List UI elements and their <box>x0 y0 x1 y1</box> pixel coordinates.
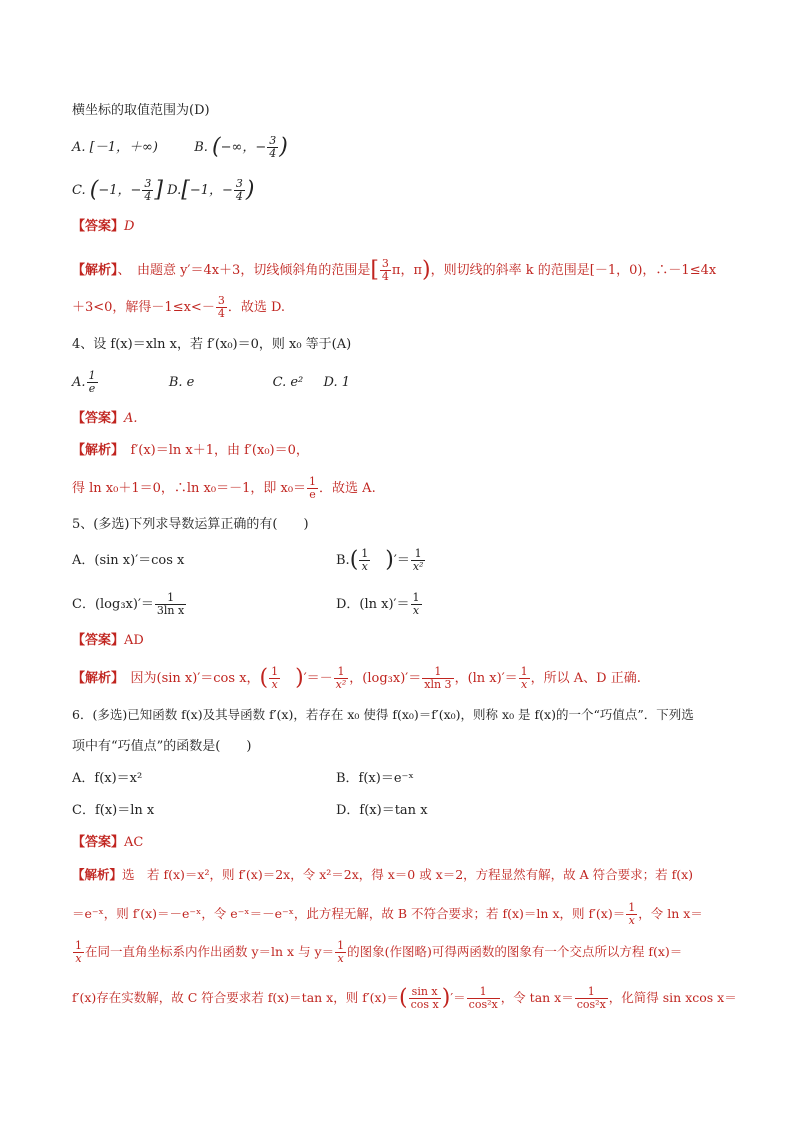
q4-answer: 【答案】A. <box>72 411 138 426</box>
q6-analysis-line1: 【解析】选 若 f(x)＝x²，则 f′(x)＝2x，令 x²＝2x，得 x＝0 或 x＝2，方程显然有解，故 A 符合要求；若 f(x) <box>72 867 694 882</box>
q6-analysis-line4: f′(x)存在实数解，故 C 符合要求若 f(x)＝tan x，则 f′(x)＝( $\frac{\text{sin x}}{\text{cos x}}$ )′＝ $\frac{1}{\text{cos²x}}$ ，令 tan x＝ $\frac{1}{\text{cos²x}}$ ，化简得 sin xcos x＝ <box>72 985 737 1011</box>
q3-option-d: D.[−1，− $\frac{3}{4}$ ) <box>167 177 255 203</box>
q3-stem: 横坐标的取值范围为(D) <box>72 103 210 118</box>
q4-option-d: D. 1 <box>323 375 351 390</box>
q6-stem-line1: 6．(多选)已知函数 f(x)及其导函数 f′(x)，若存在 x₀ 使得 f(x₀)＝f′(x₀)，则称 x₀ 是 f(x)的一个“巧值点”．下列选 <box>72 707 694 722</box>
q3-analysis-line2: ＋3<0，解得－1≤x<－ $\frac{3}{4}$ ．故选 D. <box>72 294 286 320</box>
q4-option-a: A. $\frac{1}{e}$ <box>72 369 96 395</box>
q6-stem-line2: 项中有“巧值点”的函数是( ) <box>72 739 252 754</box>
q5-option-d: D．(ln x)′＝ $\frac{1}{x}$ <box>336 591 420 617</box>
q6-option-d: D．f(x)＝tan x <box>336 803 428 818</box>
q5-stem: 5、(多选)下列求导数运算正确的有( ) <box>72 517 309 532</box>
q6-answer: 【答案】AC <box>72 835 144 850</box>
q6-analysis-line3: $\frac{1}{x}$ 在同一直角坐标系内作出函数 y＝ln x 与 y＝ $\frac{1}{x}$ 的图象(作图略)可得两函数的图象有一个交点所以方程 f(x)＝ <box>75 939 683 965</box>
q6-analysis-line2: ＝e⁻ˣ，则 f′(x)＝－e⁻ˣ，令 e⁻ˣ＝－e⁻ˣ，此方程无解，故 B 不符合要求；若 f(x)＝ln x，则 f′(x)＝ $\frac{1}{x}$ ，令 ln x＝ <box>72 901 703 927</box>
q4-option-c: C. e² <box>272 375 304 390</box>
q3-analysis-line1: 【解析】、 由题意 y′＝4x＋3，切线倾斜角的范围是[ $\frac{3}{4}$ π，π)，则切线的斜率 k 的范围是[－1，0)，∴－1≤4x <box>72 257 717 283</box>
q6-option-b: B．f(x)＝e⁻ˣ <box>336 771 414 786</box>
q3-options-row1 <box>72 135 288 160</box>
q5-option-b: B.( $\frac{1}{x}$ )′＝ $\frac{1}{\text{x²}}$ <box>336 547 424 573</box>
q6-option-c: C．f(x)＝ln x <box>72 803 155 818</box>
q3-options-row2 <box>72 178 255 203</box>
q4-options <box>72 370 350 395</box>
q3-option-a: A. [－1，＋∞) <box>72 140 158 155</box>
q3-option-c: C. (−1，− $\frac{3}{4}$ ] <box>72 177 164 203</box>
q4-analysis-line1: 【解析】 f′(x)＝ln x＋1，由 f′(x₀)＝0， <box>72 443 309 458</box>
q3-answer: 【答案】D <box>72 219 135 234</box>
q5-analysis: 【解析】 因为(sin x)′＝cos x，( $\frac{1}{x}$ )′＝－ $\frac{1}{\text{x²}}$ ，(log₃x)′＝ $\frac{1}{xln 3}$ ，(ln x)′＝ $\frac{1}{x}$ ，所以 A、D 正确. <box>72 665 641 691</box>
q6-option-a: A．f(x)＝x² <box>72 771 143 786</box>
q4-option-b: B. e <box>168 375 195 390</box>
q5-answer: 【答案】AD <box>72 633 144 648</box>
q3-option-b: B. (−∞，− $\frac{3}{4}$ ) <box>194 134 288 160</box>
q4-stem: 4、设 f(x)＝xln x，若 f′(x₀)＝0，则 x₀ 等于(A) <box>72 337 352 352</box>
q5-option-c: C．(log₃x)′＝ $\frac{1}{\text{3ln x}}$ <box>72 591 185 617</box>
q4-analysis-line2: 得 ln x₀＋1＝0，∴ln x₀＝－1，即 x₀＝ $\frac{1}{e}$ ．故选 A. <box>72 475 376 501</box>
q5-option-a: A．(sin x)′＝cos x <box>72 553 185 568</box>
